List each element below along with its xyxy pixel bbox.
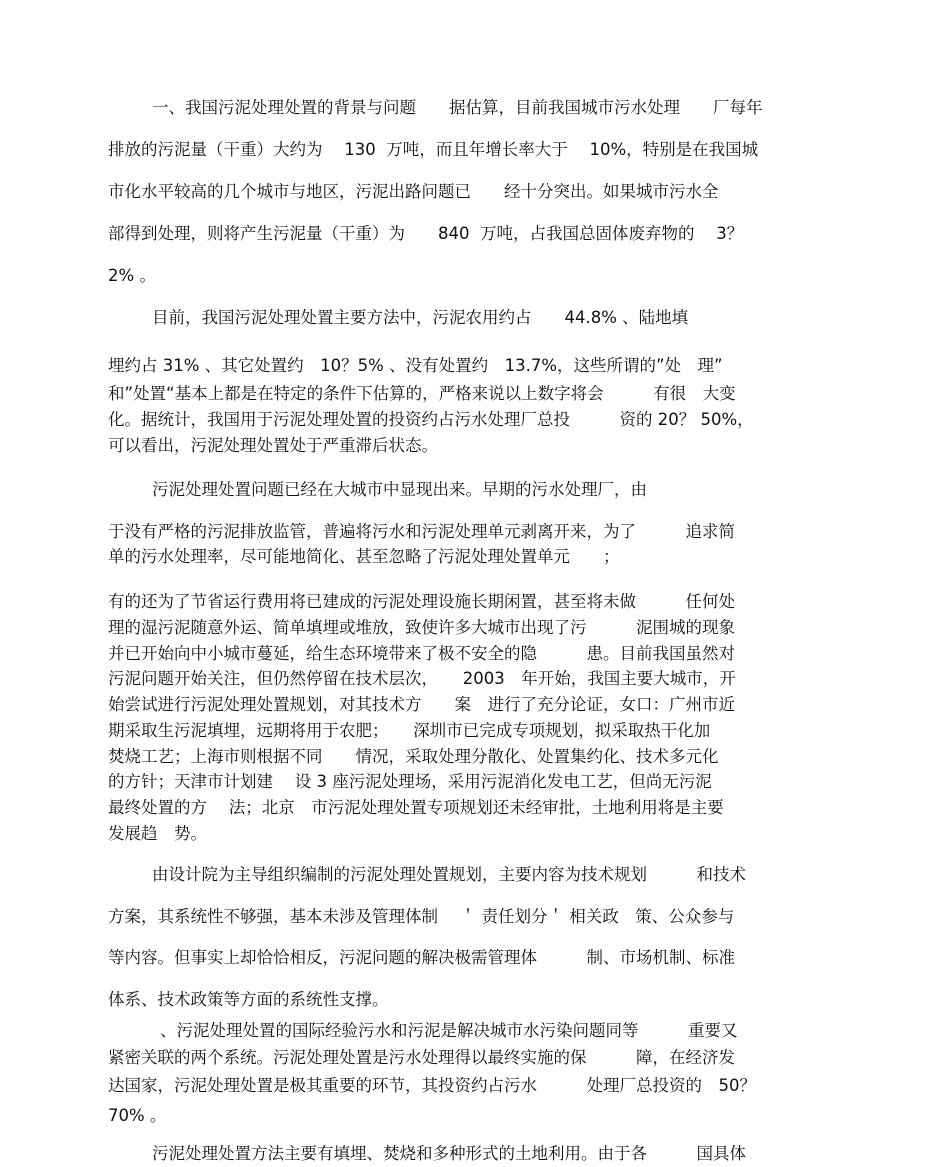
- text-line: 达国家，污泥处理处置是极其重要的环节，其投资约占污水 处理厂总投资的 50？: [108, 1076, 756, 1095]
- text-line: 市化水平较高的几个城市与地区，污泥出路问题已 经十分突出。如果城市污水全: [108, 182, 719, 201]
- text-line: 70% 。: [108, 1106, 167, 1125]
- text-line: 于没有严格的污泥排放监管，普遍将污水和污泥处理单元剥离开来，为了 追求简: [108, 522, 735, 541]
- text-line: 有的还为了节省运行费用将已建成的污泥处理设施长期闲置，甚至将未做 任何处: [108, 592, 735, 611]
- text-line: 始尝试进行污泥处理处置规划，对其技术方 案 进行了充分论证，女口：广州市近: [108, 695, 735, 714]
- text-line: 污泥处理处置问题已经在大城市中显现出来。早期的污水处理厂，由: [152, 480, 647, 499]
- text-line: 并已开始向中小城市蔓延，给生态环境带来了极不安全的隐 患。目前我国虽然对: [108, 644, 735, 663]
- text-line: 单的污水处理率，尽可能地简化、甚至忽略了污泥处理处置单元 ；: [108, 547, 620, 566]
- text-line: 期采取生污泥填埋，远期将用于农肥； 深圳市已完成专项规划，拟采取热干化加: [108, 721, 711, 740]
- text-line: 紧密关联的两个系统。污泥处理处置是污水处理得以最终实施的保 障，在经济发: [108, 1048, 735, 1067]
- text-line: 方案，其系统性不够强，基本未涉及管理体制 ＇ 责任划分＇ 相关政 策、公众参与: [108, 907, 735, 926]
- text-line: 焚烧工艺；上海市则根据不同 情况，采取处理分散化、处置集约化、技术多元化: [108, 747, 719, 766]
- text-line: 理的湿污泥随意外运、简单填埋或堆放，致使许多大城市出现了污 泥围城的现象: [108, 618, 735, 637]
- text-line: 、污泥处理处置的国际经验污水和污泥是解决城市水污染问题同等 重要又: [160, 1021, 738, 1040]
- text-line: 可以看出，污泥处理处置处于严重滞后状态。: [108, 436, 438, 455]
- text-line: 最终处置的方 法；北京 市污泥处理处置专项规划还未经审批，土地利用将是主要: [108, 798, 724, 817]
- text-line: 的方针；天津市计划建 设 3 座污泥处理场，采用污泥消化发电工艺，但尚无污泥: [108, 772, 712, 791]
- text-line: 排放的污泥量（干重）大约为 130 万吨，而且年增长率大于 10%，特别是在我国城: [108, 140, 759, 159]
- text-line: 发展趋 势。: [108, 824, 207, 843]
- text-line: 部得到处理，则将产生污泥量（干重）为 840 万吨，占我国总固体废弃物的 3？: [108, 224, 744, 243]
- text-line: 等内容。但事实上却恰恰相反，污泥问题的解决极需管理体 制、市场机制、标准: [108, 948, 735, 967]
- text-line: 化。据统计，我国用于污泥处理处置的投资约占污水处理厂总投 资的 20？ 50%，: [108, 410, 754, 429]
- text-line: 由设计院为主导组织编制的污泥处理处置规划，主要内容为技术规划 和技术: [152, 865, 746, 884]
- text-line: 污泥处理处置方法主要有填埋、焚烧和多种形式的土地利用。由于各 国具体: [152, 1144, 746, 1163]
- text-line: 一、我国污泥处理处置的背景与问题 据估算，目前我国城市污水处理 厂每年: [152, 98, 763, 117]
- text-line: 体系、技术政策等方面的系统性支撑。: [108, 990, 389, 1009]
- text-line: 埋约占 31% 、其它处置约 10？5% 、没有处置约 13.7%，这些所谓的”处 理”: [108, 356, 723, 375]
- text-line: 和”处置“基本上都是在特定的条件下估算的，严格来说以上数字将会 有很 大变: [108, 384, 736, 403]
- text-line: 2% 。: [108, 266, 156, 285]
- text-line: 污泥问题开始关注，但仍然停留在技术层次， 2003 年开始，我国主要大城市，开: [108, 669, 736, 688]
- text-line: 目前，我国污泥处理处置主要方法中，污泥农用约占 44.8% 、陆地填: [152, 308, 689, 327]
